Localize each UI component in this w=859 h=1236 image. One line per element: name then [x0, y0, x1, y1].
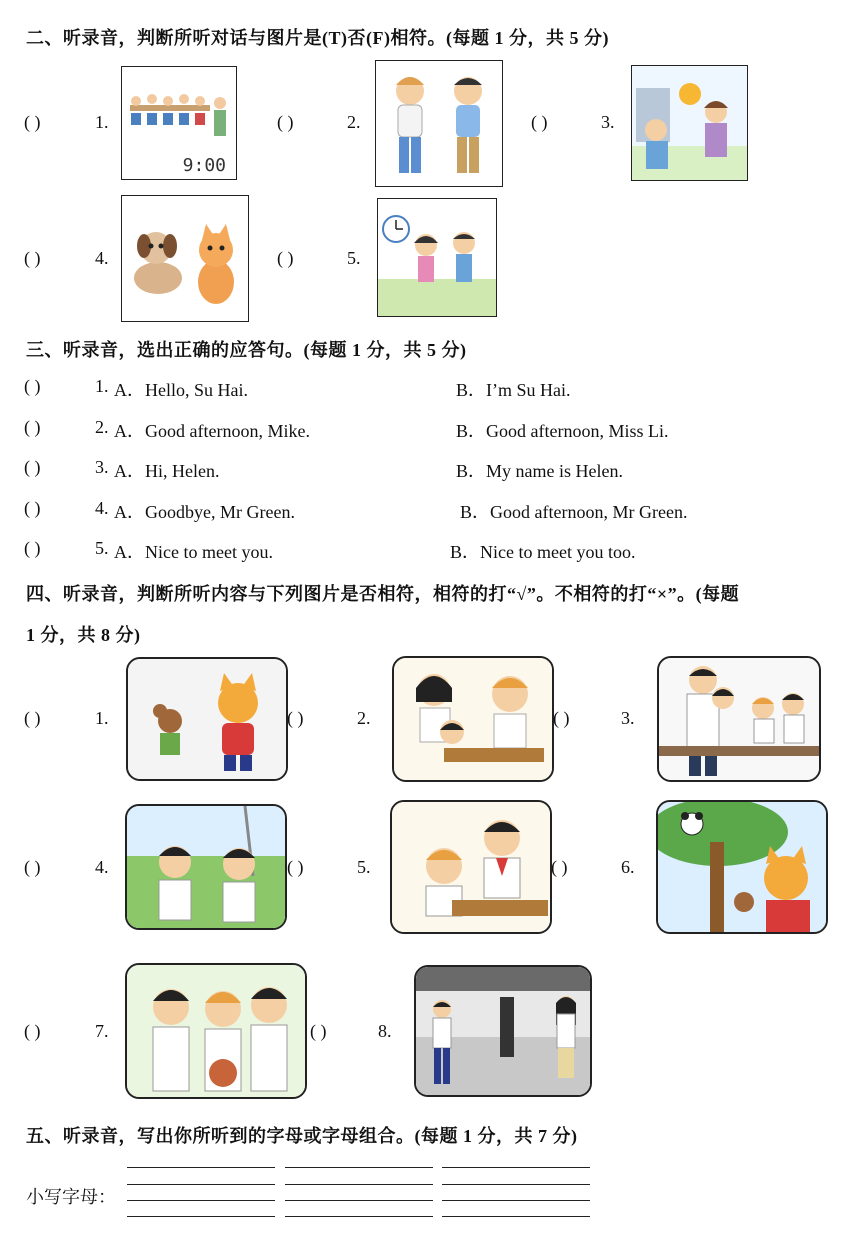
- writing-line[interactable]: [285, 1167, 433, 1168]
- answer-blank[interactable]: ( ): [24, 417, 41, 437]
- section2-heading: 二、听录音，判断所听对话与图片是(T)否(F)相符。(每题 1 分，共 5 分): [26, 28, 609, 48]
- item-number: 4.: [95, 248, 109, 268]
- option-a: A．Nice to meet you.: [114, 542, 273, 562]
- item-number: 3.: [621, 708, 635, 728]
- item-number: 5.: [357, 857, 371, 877]
- boys-at-desk-picture: [390, 800, 552, 934]
- morning-clock-children-picture: [377, 198, 497, 317]
- street-greeting-picture: [414, 965, 592, 1097]
- boys-high-five-picture: [125, 804, 287, 930]
- item-number: 2.: [357, 708, 371, 728]
- item-number: 5.: [347, 248, 361, 268]
- writing-line[interactable]: [442, 1216, 590, 1217]
- dog-and-cat-picture: [121, 195, 249, 322]
- answer-blank[interactable]: ( ): [24, 1021, 41, 1041]
- option-a: A．Hello, Su Hai.: [114, 380, 248, 400]
- writing-line[interactable]: [127, 1200, 275, 1201]
- classroom-clock-picture: [121, 66, 237, 180]
- option-b: B．My name is Helen.: [456, 461, 623, 481]
- option-b: B．I’m Su Hai.: [456, 380, 571, 400]
- answer-blank[interactable]: ( ): [24, 376, 41, 396]
- question-number: 2.: [95, 417, 109, 437]
- panda-in-tree-picture: [656, 800, 828, 934]
- option-a: A．Good afternoon, Mike.: [114, 421, 310, 441]
- option-a: A．Hi, Helen.: [114, 461, 220, 481]
- section4-heading-cont: 1 分，共 8 分): [26, 625, 141, 645]
- item-number: 8.: [378, 1021, 392, 1041]
- answer-blank[interactable]: ( ): [551, 857, 568, 877]
- answer-blank[interactable]: ( ): [310, 1021, 327, 1041]
- mouse-and-cat-picture: [126, 657, 288, 781]
- option-b: B．Good afternoon, Mr Green.: [460, 502, 688, 522]
- answer-blank[interactable]: ( ): [24, 498, 41, 518]
- answer-blank[interactable]: ( ): [531, 112, 548, 132]
- writing-line[interactable]: [285, 1200, 433, 1201]
- answer-blank[interactable]: ( ): [24, 857, 41, 877]
- answer-blank[interactable]: ( ): [24, 457, 41, 477]
- option-b: B．Good afternoon, Miss Li.: [456, 421, 669, 441]
- section3-heading: 三、听录音，选出正确的应答句。(每题 1 分，共 5 分): [26, 340, 467, 360]
- answer-blank[interactable]: ( ): [287, 857, 304, 877]
- question-number: 3.: [95, 457, 109, 477]
- teacher-students-picture: [657, 656, 821, 782]
- item-number: 6.: [621, 857, 635, 877]
- three-boys-picture: [125, 963, 307, 1099]
- afternoon-greeting-picture: [631, 65, 748, 181]
- answer-blank[interactable]: ( ): [24, 248, 41, 268]
- option-a: A．Goodbye, Mr Green.: [114, 502, 295, 522]
- writing-line[interactable]: [127, 1184, 275, 1185]
- answer-blank[interactable]: ( ): [24, 112, 41, 132]
- answer-blank[interactable]: ( ): [277, 112, 294, 132]
- writing-line[interactable]: [442, 1200, 590, 1201]
- item-number: 3.: [601, 112, 615, 132]
- writing-line[interactable]: [442, 1184, 590, 1185]
- answer-blank[interactable]: ( ): [277, 248, 294, 268]
- writing-line[interactable]: [127, 1167, 275, 1168]
- answer-blank[interactable]: ( ): [24, 708, 41, 728]
- option-b: B．Nice to meet you too.: [450, 542, 636, 562]
- item-number: 2.: [347, 112, 361, 132]
- section4-heading: 四、听录音，判断所听内容与下列图片是否相符，相符的打“√”。不相符的打“×”。(每题: [26, 584, 740, 604]
- writing-line[interactable]: [127, 1216, 275, 1217]
- writing-line[interactable]: [285, 1216, 433, 1217]
- two-boys-picture: [375, 60, 503, 187]
- answer-blank[interactable]: ( ): [24, 538, 41, 558]
- question-number: 1.: [95, 376, 109, 396]
- item-number: 7.: [95, 1021, 109, 1041]
- classroom-children-picture: [392, 656, 554, 782]
- section5-heading: 五、听录音，写出你所听到的字母或字母组合。(每题 1 分，共 7 分): [26, 1126, 578, 1146]
- writing-line[interactable]: [442, 1167, 590, 1168]
- item-number: 1.: [95, 112, 109, 132]
- item-number: 1.: [95, 708, 109, 728]
- lowercase-label: 小写字母：: [26, 1187, 116, 1207]
- answer-blank[interactable]: ( ): [553, 708, 570, 728]
- writing-line[interactable]: [285, 1184, 433, 1185]
- clock-time-text: 9:00: [182, 155, 226, 176]
- answer-blank[interactable]: ( ): [287, 708, 304, 728]
- question-number: 4.: [95, 498, 109, 518]
- item-number: 4.: [95, 857, 109, 877]
- question-number: 5.: [95, 538, 109, 558]
